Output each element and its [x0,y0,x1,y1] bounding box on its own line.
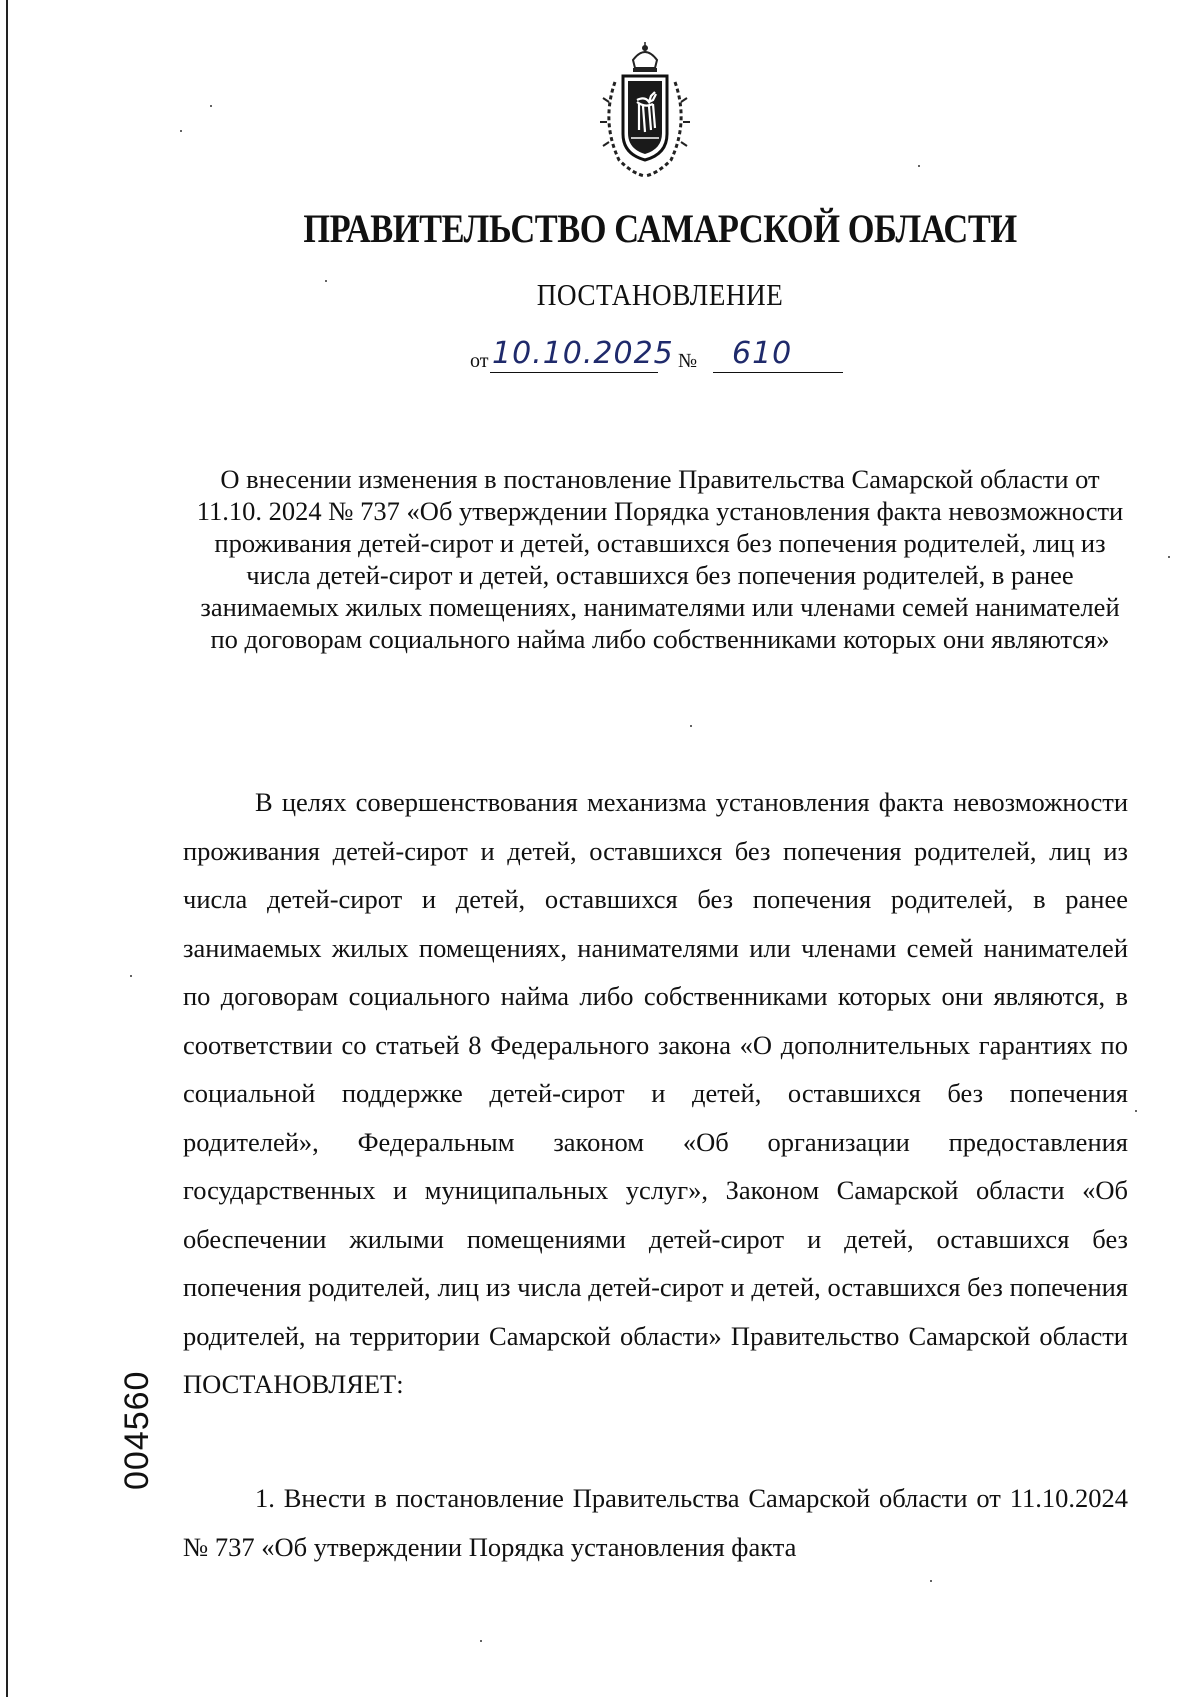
document-subject: О внесении изменения в постановление Правительства Самарской области от 11.10. 2024 № 737 «Об утверждении Порядка установления факта невозможности проживания детей-сирот и детей, оставшихся без попечения родителей, лиц из числа детей-сирот и детей, оставшихся без попечения родителей, в ранее занимаемых жилых помещениях, нанимателями или членами семей нанимателей по договорам социального найма либо собственниками которых они являются» [196,464,1124,654]
scan-edge [6,0,8,1697]
scan-speck [130,975,132,977]
scan-speck [325,280,327,282]
scan-speck [930,1580,932,1582]
preamble-paragraph: В целях совершенствования механизма установления факта невозможности проживания детей-сирот и детей, оставшихся без попечения родителей, лиц из числа детей-сирот и детей, оставшихся без попечения родителей, в ранее занимаемых жилых помещениях, нанимателями или членами семей нанимателей по договорам социального найма либо собственниками которых они являются, в соответствии со статьей 8 Федерального закона «О дополнительных гарантиях по социальной поддержке детей-сирот и детей, оставшихся без попечения родителей», Федеральным законом «Об организации предоставления государственных и муниципальных услуг», Законом Самарской области «Об обеспечении жилыми помещениями детей-сирот и детей, оставшихся без попечения родителей, лиц из числа детей-сирот и детей, оставшихся без попечения родителей, на территории Самарской области» Правительство Самарской области ПОСТАНОВЛЯЕТ: [183,787,1128,1399]
scan-speck [210,105,212,107]
number-prefix: № [678,350,698,372]
number-underline [713,372,843,373]
scan-speck [1168,556,1170,558]
document-type: ПОСТАНОВЛЕНИЕ [536,277,784,312]
registration-stamp-number: 004560 [118,1370,156,1490]
organization-title: ПРАВИТЕЛЬСТВО САМАРСКОЙ ОБЛАСТИ [303,206,1017,251]
document-number: 610 [732,336,793,371]
scan-speck [690,725,692,727]
coat-of-arms-icon [593,42,697,182]
item-1-paragraph: 1. Внести в постановление Правительства Самарской области от 11.10.2024 № 737 «Об утверждении Порядка установления факта [183,1483,1128,1562]
scan-speck [918,165,920,167]
date-underline [490,372,658,373]
scan-speck [1135,1110,1137,1112]
scan-speck [480,1640,482,1642]
scan-speck [180,130,182,132]
document-date: 10.10.2025 [492,336,674,371]
date-prefix: от [470,350,489,372]
